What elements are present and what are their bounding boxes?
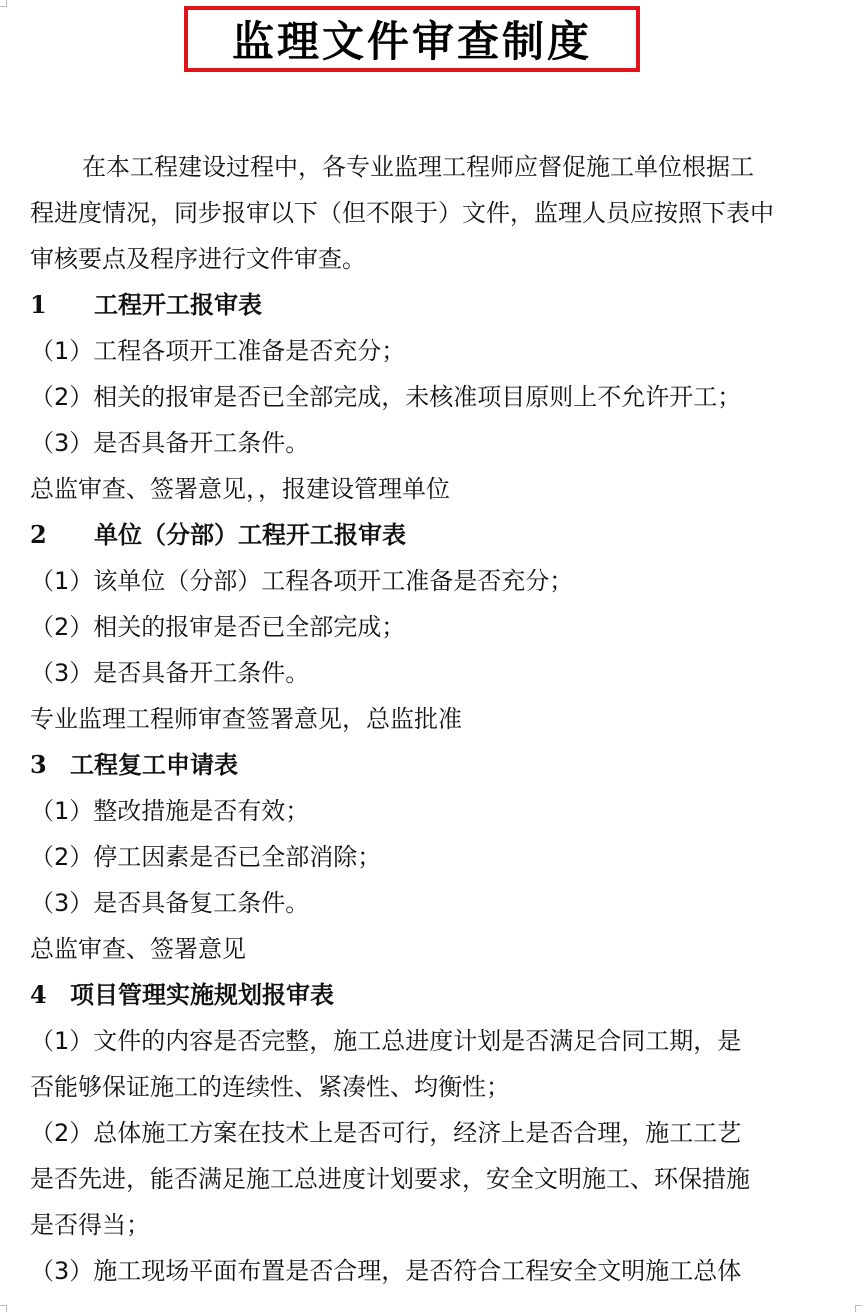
section-item: （3）是否具备开工条件。 <box>30 429 310 457</box>
section-number: 1 <box>30 290 47 319</box>
section-item: （1）文件的内容是否完整，施工总进度计划是否满足合同工期，是 <box>30 1027 742 1055</box>
section-item: 是否得当； <box>30 1211 150 1239</box>
section-number: 3 <box>30 750 47 779</box>
document-title-box <box>184 6 640 72</box>
section-heading <box>30 972 810 1018</box>
section-item: 否能够保证施工的连续性、紧凑性、均衡性； <box>30 1073 510 1101</box>
section-item: （1）工程各项开工准备是否充分； <box>30 337 406 365</box>
section-note: 总监审查、签署意见 <box>30 935 246 963</box>
intro-line: 程进度情况，同步报审以下（但不限于）文件，监理人员应按照下表中 <box>30 199 774 227</box>
section-note: 总监审查、签署意见，，报建设管理单位 <box>30 475 450 503</box>
section-item: （2）停工因素是否已全部消除； <box>30 843 382 871</box>
section-item: （1）整改措施是否有效； <box>30 797 310 825</box>
section-note: 专业监理工程师审查签署意见，总监批准 <box>30 705 462 733</box>
section-item: （3）施工现场平面布置是否合理，是否符合工程安全文明施工总体 <box>30 1257 742 1285</box>
section-heading <box>30 282 810 328</box>
section-number: 2 <box>30 520 47 549</box>
page-corner-mark <box>0 0 7 7</box>
section-item: （3）是否具备开工条件。 <box>30 659 310 687</box>
document-title: 监理文件审查制度 <box>231 17 592 66</box>
section-number: 4 <box>30 980 47 1009</box>
section-title: 工程复工申请表 <box>70 750 238 779</box>
intro-line: 在本工程建设过程中，各专业监理工程师应督促施工单位根据工 <box>82 153 754 181</box>
document-body <box>30 144 810 1294</box>
section-heading <box>30 512 810 558</box>
page-corner-mark <box>0 1305 7 1312</box>
intro-line: 审核要点及程序进行文件审查。 <box>30 245 366 273</box>
section-item: （3）是否具备复工条件。 <box>30 889 310 917</box>
section-heading <box>30 742 810 788</box>
section-item: 是否先进，能否满足施工总进度计划要求，安全文明施工、环保措施 <box>30 1165 750 1193</box>
section-item: （2）相关的报审是否已全部完成，未核准项目原则上不允许开工； <box>30 383 742 411</box>
page-corner-mark <box>855 1305 862 1312</box>
section-item: （2）总体施工方案在技术上是否可行，经济上是否合理，施工工艺 <box>30 1119 742 1147</box>
section-title: 单位（分部）工程开工报审表 <box>94 520 406 549</box>
section-item: （1）该单位（分部）工程各项开工准备是否充分； <box>30 567 574 595</box>
section-item: （2）相关的报审是否已全部完成； <box>30 613 406 641</box>
section-title: 项目管理实施规划报审表 <box>70 980 334 1009</box>
section-title: 工程开工报审表 <box>94 290 262 319</box>
